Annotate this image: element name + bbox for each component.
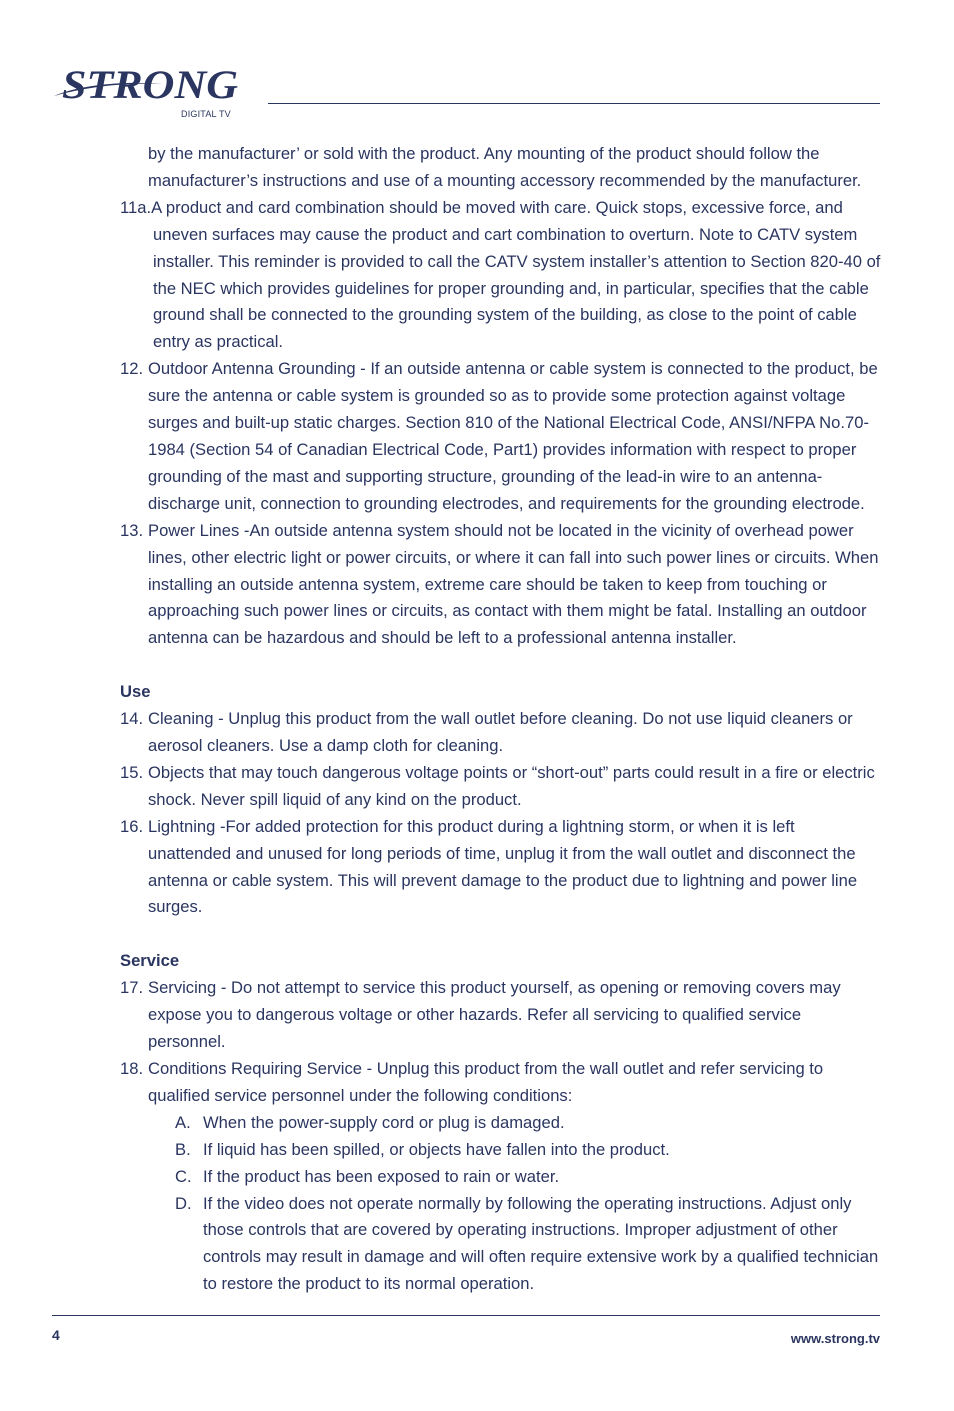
- sub-item-text: If the video does not operate normally by following the operating instructions. Adjust only those controls that are covered by operating instructions. Improper adjustment of other controls may result in damage and will often require extensive work by a qualified technician to restore the product to its normal operation.: [203, 1193, 879, 1294]
- header-divider: [268, 103, 880, 104]
- logo-wordmark: STRONG: [62, 66, 239, 107]
- list-item-15: [120, 760, 882, 814]
- sub-item-text: If liquid has been spilled, or objects have fallen into the product.: [203, 1139, 670, 1159]
- section-heading-service: Service: [120, 951, 180, 971]
- sub-item-text: When the power-supply cord or plug is damaged.: [203, 1112, 565, 1132]
- footer-divider: [52, 1315, 880, 1316]
- item-text: Conditions Requiring Service - Unplug this product from the wall outlet and refer servicing to qualified service personnel under the following conditions:: [148, 1059, 824, 1105]
- item-text: Outdoor Antenna Grounding - If an outside antenna or cable system is connected to the product, be sure the antenna or cable system is grounded so as to provide some protection against voltage surges and built-up static charges. Section 810 of the National Electrical Code, ANSI/NFPA No.70-1984 (Section 54 of Canadian Electrical Code, Part1) provides information with respect to proper grounding of the mast and supporting structure, grounding of the lead-in wire to an antenna-discharge unit, connection to grounding electrodes, and requirements for the grounding electrode.: [148, 359, 878, 513]
- item-number: 11a.: [120, 197, 152, 217]
- list-item-17: [120, 975, 882, 1056]
- item-number: 13.: [120, 520, 144, 540]
- list-item-16: [120, 814, 882, 922]
- list-item-12: [120, 356, 882, 517]
- item-number: 17.: [120, 978, 144, 998]
- strong-logo-icon: [52, 66, 242, 108]
- item-number: 12.: [120, 359, 144, 379]
- list-item-11a: [120, 195, 882, 356]
- item-text: Objects that may touch dangerous voltage points or “short-out” parts could result in a fire or electric shock. Never spill liquid of any kind on the product.: [148, 762, 875, 809]
- sub-item-letter: D.: [175, 1193, 192, 1213]
- sub-item-d: [120, 1191, 882, 1299]
- sub-item-letter: A.: [175, 1112, 191, 1132]
- item-number: 18.: [120, 1059, 144, 1078]
- item-text: A product and card combination should be moved with care. Quick stops, excessive force, and uneven surfaces may cause the product and cart combination to overturn. Note to CATV system installer. This reminder is provided to call the CATV system installer’s attention to Section 820-40 of the NEC which provides guidelines for proper grounding and, in particular, specifies that the cable ground shall be connected to the grounding system of the building, as close to the point of cable entry as practical.: [151, 197, 881, 352]
- sub-item-b: [120, 1137, 882, 1164]
- list-item-14: [120, 706, 882, 760]
- item-text: Lightning -For added protection for this product during a lightning storm, or when it is left unattended and unused for long periods of time, unplug it from the wall outlet and disconnect the antenna or cable system. This will prevent damage to the product due to lightning and power line surges.: [148, 816, 858, 917]
- website-link[interactable]: www.strong.tv: [790, 1331, 880, 1346]
- continuation-paragraph: by the manufacturer’ or sold with the product. Any mounting of the product should follow the manufacturer’s instructions and use of a mounting accessory recommended by the manufacturer.: [148, 144, 862, 190]
- item-number: 15.: [120, 762, 144, 782]
- list-item-13: [120, 518, 882, 653]
- sub-item-letter: C.: [175, 1166, 192, 1186]
- item-text: Servicing - Do not attempt to service this product yourself, as opening or removing covers may expose you to dangerous voltage or other hazards. Refer all servicing to qualified service personnel.: [148, 978, 841, 1052]
- item-text: Power Lines -An outside antenna system should not be located in the vicinity of overhead power lines, other electric light or power circuits, or where it can fall into such power lines or circuits. When installing an outside antenna system, extreme care should be taken to keep from touching or approaching such power lines or circuits, as contact with them might be fatal. Installing an outdoor antenna can be hazardous and should be left to a professional antenna installer.: [148, 520, 879, 648]
- sub-item-letter: B.: [175, 1139, 191, 1159]
- item-text: Cleaning - Unplug this product from the wall outlet before cleaning. Do not use liquid cleaners or aerosol cleaners. Use a damp cloth for cleaning.: [148, 709, 853, 756]
- section-heading-use: Use: [120, 682, 151, 702]
- item-number: 14.: [120, 709, 144, 729]
- list-item-18: [120, 1056, 882, 1110]
- sub-item-c: [120, 1164, 882, 1191]
- document-body: [120, 141, 882, 1298]
- sub-item-a: [120, 1110, 882, 1137]
- page-number: 4: [52, 1327, 60, 1343]
- logo-subtitle: DIGITAL TV: [181, 109, 231, 119]
- sub-item-text: If the product has been exposed to rain or water.: [203, 1166, 560, 1186]
- item-number: 16.: [120, 816, 144, 836]
